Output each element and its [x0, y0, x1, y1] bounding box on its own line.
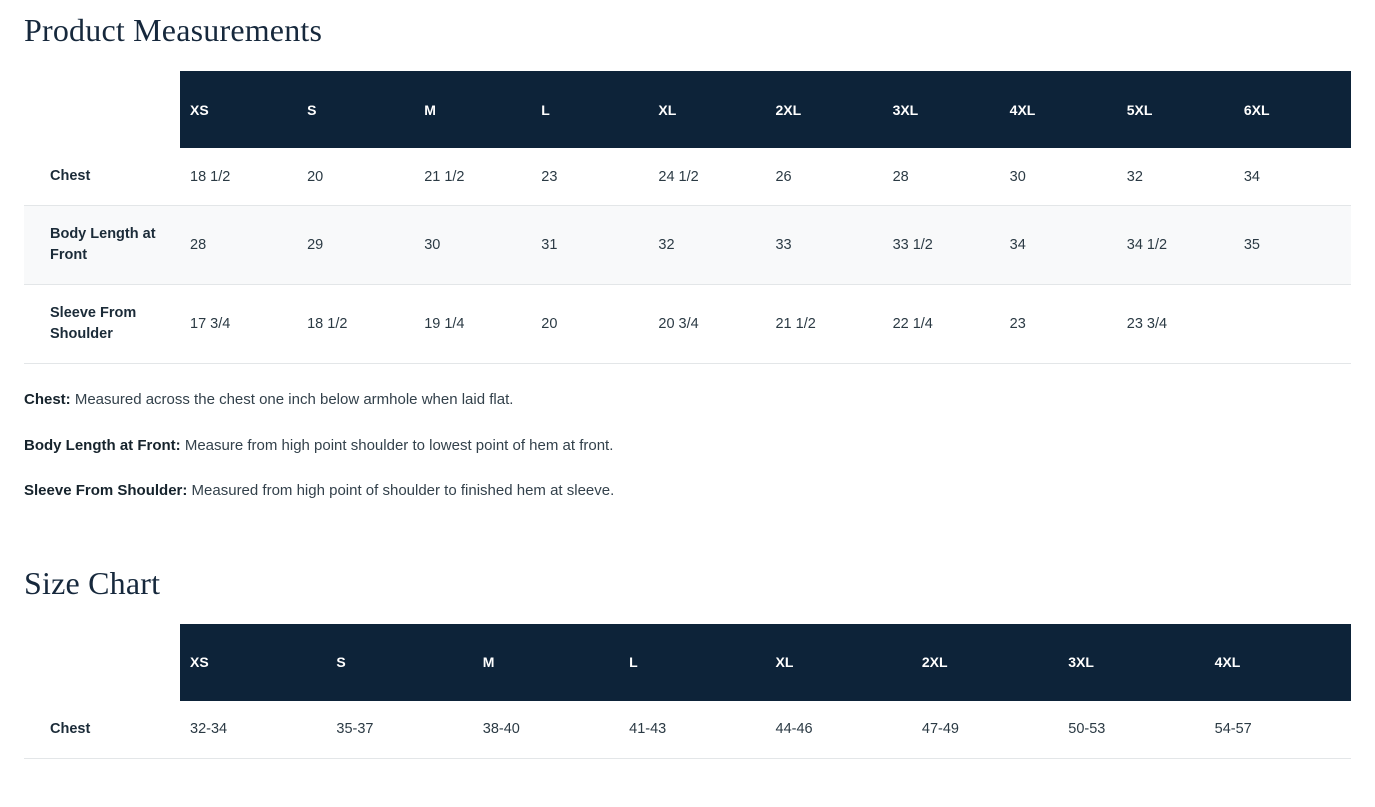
cell-chest-l: 23 [531, 148, 648, 206]
row-label-chest: Chest [24, 148, 180, 206]
sizechart-header-l: L [619, 624, 765, 701]
sizechart-header-3xl: 3XL [1058, 624, 1204, 701]
cell-chest-6xl: 34 [1234, 148, 1351, 206]
size-chart-table [24, 624, 1351, 759]
cell-sleeve-m: 19 1/4 [414, 285, 531, 364]
sizechart-header-4xl: 4XL [1205, 624, 1351, 701]
measurements-header-m: M [414, 71, 531, 148]
note-term-sleeve: Sleeve From Shoulder: [24, 482, 188, 500]
table-row [24, 206, 1351, 285]
cell-sleeve-5xl: 23 3/4 [1117, 285, 1234, 364]
measurements-table-header [24, 71, 1351, 148]
table-row [24, 701, 1351, 759]
measurements-header-5xl: 5XL [1117, 71, 1234, 148]
cell-chest-m: 21 1/2 [414, 148, 531, 206]
cell-sleeve-xl: 20 3/4 [648, 285, 765, 364]
sizechart-header-blank [24, 624, 180, 701]
cell-chest-xs: 18 1/2 [180, 148, 297, 206]
cell-body-length-xl: 32 [648, 206, 765, 285]
measurements-table-body [24, 148, 1351, 364]
cell-sleeve-6xl [1234, 285, 1351, 364]
note-term-body-length: Body Length at Front: [24, 436, 181, 454]
size-chart-title: Size Chart [24, 564, 161, 601]
product-measurements-table [24, 71, 1351, 364]
cell-chest-xl: 24 1/2 [648, 148, 765, 206]
cell-body-length-3xl: 33 1/2 [883, 206, 1000, 285]
cell-sleeve-3xl: 22 1/4 [883, 285, 1000, 364]
measurements-header-xl: XL [648, 71, 765, 148]
measurements-header-s: S [297, 71, 414, 148]
sizechart-header-s: S [326, 624, 472, 701]
cell-chest-3xl: 28 [883, 148, 1000, 206]
cell-body-length-4xl: 34 [1000, 206, 1117, 285]
table-header-row [24, 71, 1351, 148]
cell-sleeve-4xl: 23 [1000, 285, 1117, 364]
measurements-header-2xl: 2XL [765, 71, 882, 148]
sizechart-header-2xl: 2XL [912, 624, 1058, 701]
cell-body-length-s: 29 [297, 206, 414, 285]
measurements-header-3xl: 3XL [883, 71, 1000, 148]
cell-body-length-m: 30 [414, 206, 531, 285]
section-spacer [24, 527, 1351, 553]
sizechart-cell-chest-2xl: 47-49 [912, 701, 1058, 759]
sizechart-cell-chest-s: 35-37 [326, 701, 472, 759]
note-text-chest: Measured across the chest one inch below armhole when laid flat. [70, 391, 514, 409]
note-sleeve [24, 481, 1351, 501]
cell-chest-s: 20 [297, 148, 414, 206]
note-chest [24, 390, 1351, 410]
sizechart-cell-chest-4xl: 54-57 [1205, 701, 1351, 759]
measurements-header-blank [24, 71, 180, 148]
sizechart-cell-chest-xs: 32-34 [180, 701, 326, 759]
sizechart-cell-chest-3xl: 50-53 [1058, 701, 1204, 759]
sizechart-table-header [24, 624, 1351, 701]
cell-body-length-l: 31 [531, 206, 648, 285]
sizechart-header-xs: XS [180, 624, 326, 701]
sizechart-table-body [24, 701, 1351, 759]
note-text-sleeve: Measured from high point of shoulder to finished hem at sleeve. [187, 482, 615, 500]
page-title: Product Measurements [24, 12, 323, 48]
sizechart-cell-chest-m: 38-40 [473, 701, 619, 759]
table-row [24, 285, 1351, 364]
sizechart-cell-chest-xl: 44-46 [766, 701, 912, 759]
cell-chest-5xl: 32 [1117, 148, 1234, 206]
sizechart-cell-chest-l: 41-43 [619, 701, 765, 759]
cell-sleeve-l: 20 [531, 285, 648, 364]
sizechart-row-label-chest: Chest [24, 701, 180, 759]
cell-sleeve-2xl: 21 1/2 [765, 285, 882, 364]
cell-body-length-5xl: 34 1/2 [1117, 206, 1234, 285]
cell-chest-2xl: 26 [765, 148, 882, 206]
row-label-sleeve-from-shoulder: Sleeve From Shoulder [24, 285, 180, 364]
measurement-notes [24, 390, 1351, 501]
cell-body-length-6xl: 35 [1234, 206, 1351, 285]
row-label-body-length-at-front: Body Length at Front [24, 206, 180, 285]
table-row [24, 148, 1351, 206]
sizechart-header-m: M [473, 624, 619, 701]
cell-sleeve-xs: 17 3/4 [180, 285, 297, 364]
measurements-header-xs: XS [180, 71, 297, 148]
note-term-chest: Chest: [24, 391, 71, 409]
cell-body-length-2xl: 33 [765, 206, 882, 285]
note-text-body-length: Measure from high point shoulder to lowest point of hem at front. [180, 436, 614, 454]
measurements-header-4xl: 4XL [1000, 71, 1117, 148]
sizechart-header-xl: XL [766, 624, 912, 701]
measurements-header-6xl: 6XL [1234, 71, 1351, 148]
cell-body-length-xs: 28 [180, 206, 297, 285]
note-body-length [24, 436, 1351, 456]
measurements-header-l: L [531, 71, 648, 148]
table-header-row [24, 624, 1351, 701]
cell-sleeve-s: 18 1/2 [297, 285, 414, 364]
cell-chest-4xl: 30 [1000, 148, 1117, 206]
